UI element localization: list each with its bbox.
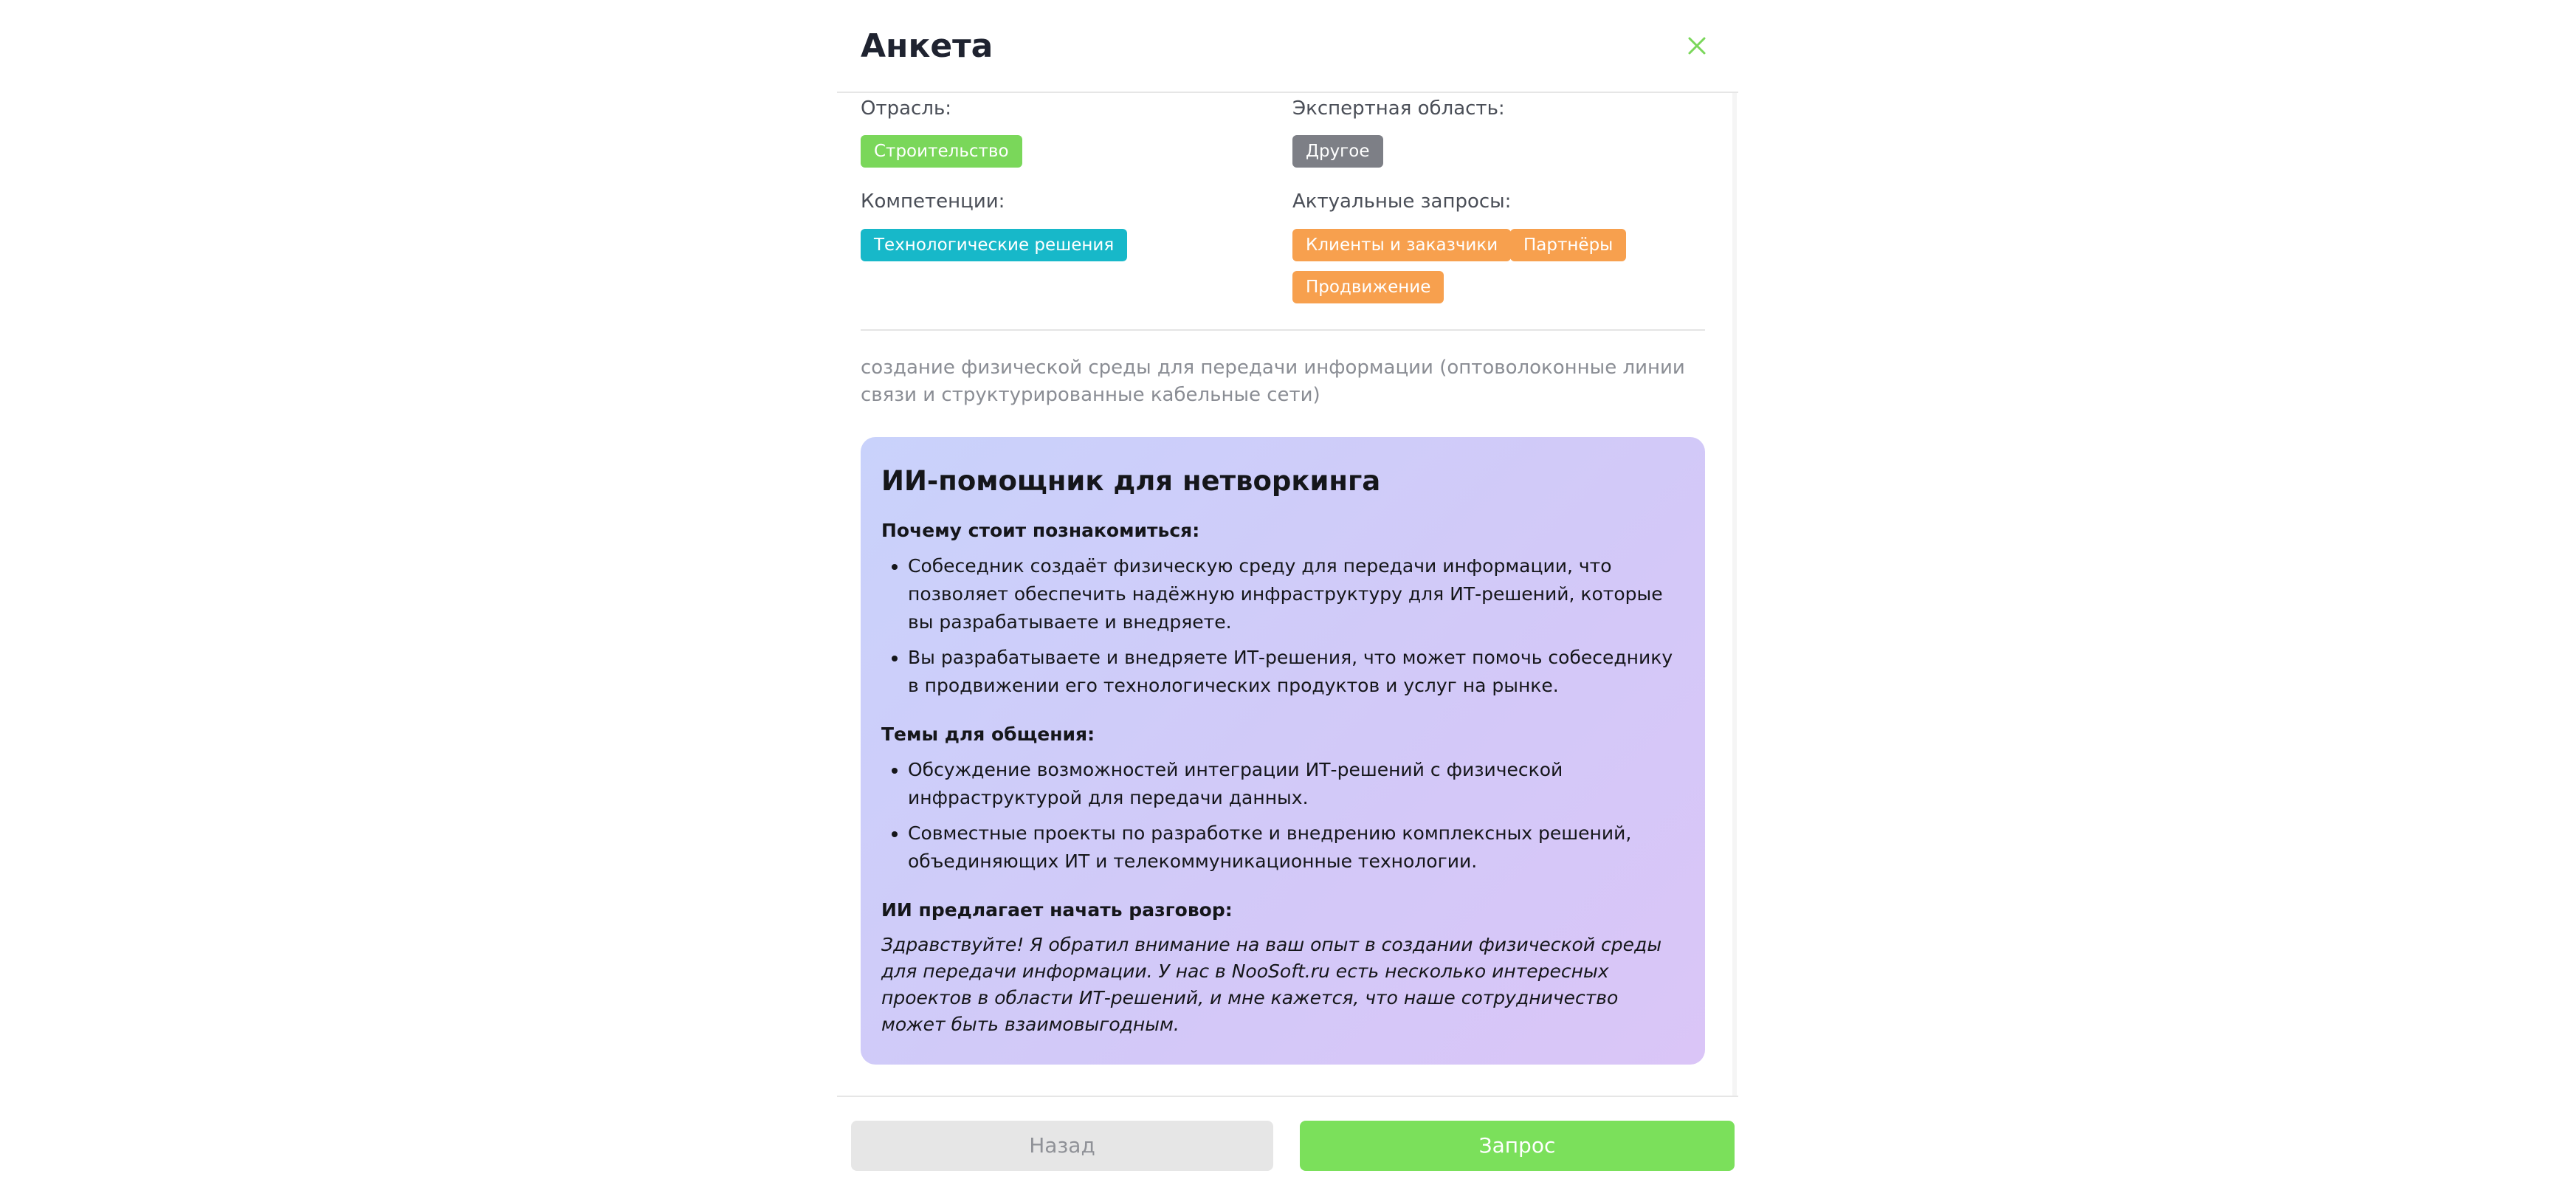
competency-tag: Технологические решения — [861, 229, 1127, 261]
industry-label: Отрасль: — [861, 97, 952, 120]
request-tag-promotion: Продвижение — [1292, 271, 1444, 303]
scrollbar[interactable] — [1732, 93, 1737, 1096]
requests-label: Актуальные запросы: — [1292, 190, 1512, 213]
modal-content[interactable] — [837, 93, 1738, 1096]
industry-tag: Строительство — [861, 135, 1022, 168]
suggested-message: Здравствуйте! Я обратил внимание на ваш опыт в создании физической среды для передачи информации. У нас в NooSoft.ru есть несколько интересных проектов в области ИТ-решений, и мне кажется, что наше сотрудничество может быть взаимовыгодным. — [881, 934, 1662, 1035]
modal-title: Анкета — [861, 27, 993, 65]
ai-assistant-card — [861, 437, 1705, 1065]
why-meet-heading: Почему стоит познакомиться: — [881, 520, 1200, 541]
close-icon — [1684, 32, 1710, 59]
expertise-label: Экспертная область: — [1292, 97, 1505, 120]
why-meet-list — [881, 552, 1684, 700]
modal-header — [837, 0, 1738, 93]
topics-heading: Темы для общения: — [881, 723, 1095, 745]
modal-footer — [837, 1096, 1738, 1179]
request-tag-partners: Партнёры — [1510, 229, 1626, 261]
profile-description: создание физической среды для передачи информации (оптоволоконные линии связи и структурированные кабельные сети) — [861, 357, 1685, 406]
list-item: • Собеседник создаёт физическую среду для передачи информации, что позволяет обеспечить надёжную инфраструктуру для ИТ-решений, которые вы разрабатываете и внедряете. — [908, 552, 1684, 636]
list-item: • Совместные проекты по разработке и внедрению комплексных решений, объединяющих ИТ и телекоммуникационные технологии. — [908, 819, 1684, 876]
ai-card-title: ИИ-помощник для нетворкинга — [881, 465, 1381, 497]
divider — [861, 329, 1705, 331]
back-button[interactable]: Назад — [851, 1121, 1273, 1171]
expertise-tag: Другое — [1292, 135, 1383, 168]
list-item: • Вы разрабатываете и внедряете ИТ-решения, что может помочь собеседнику в продвижении его технологических продуктов и услуг на рынке. — [908, 644, 1684, 700]
suggest-heading: ИИ предлагает начать разговор: — [881, 899, 1233, 921]
profile-modal — [837, 0, 1738, 1179]
competencies-label: Компетенции: — [861, 190, 1005, 213]
topics-list — [881, 756, 1684, 876]
close-button[interactable] — [1684, 32, 1710, 59]
list-item: • Обсуждение возможностей интеграции ИТ-решений с физической инфраструктурой для передачи данных. — [908, 756, 1684, 812]
request-button[interactable]: Запрос — [1300, 1121, 1735, 1171]
request-tag-clients: Клиенты и заказчики — [1292, 229, 1511, 261]
